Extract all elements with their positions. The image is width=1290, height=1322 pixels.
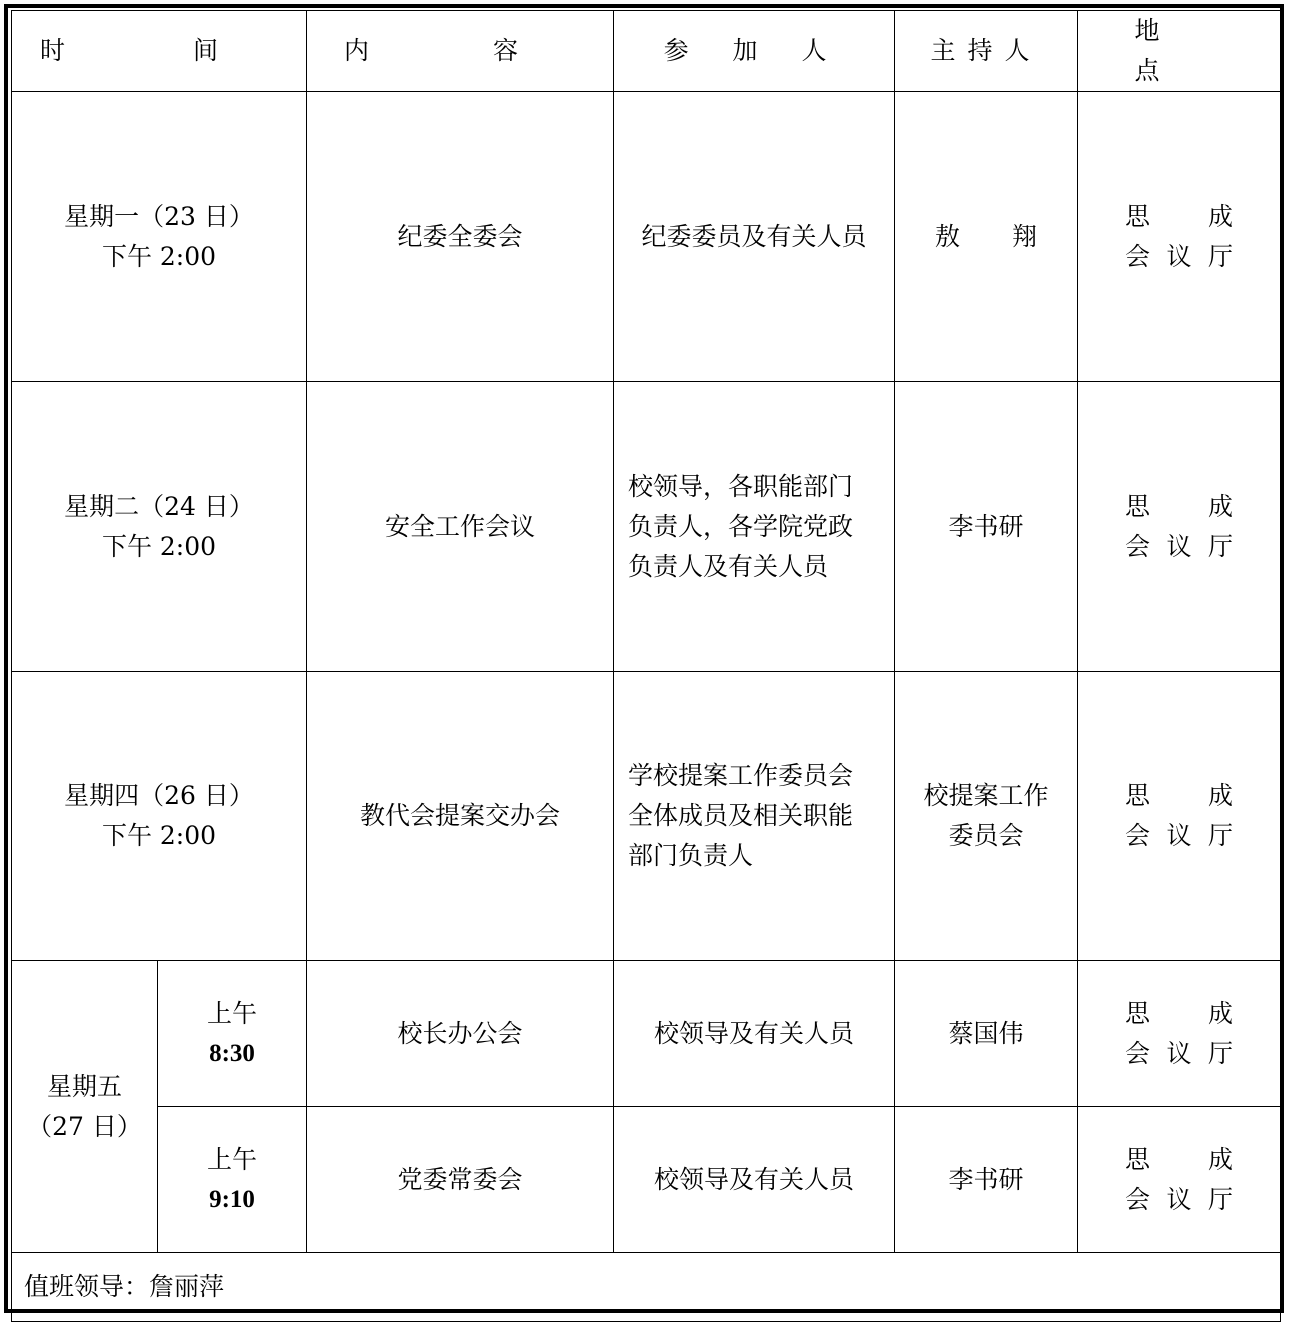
- header-location: 地 点: [1078, 11, 1281, 92]
- time-label: 下午 2:00: [101, 241, 217, 271]
- attendees-line: 负责人，各学院党政: [628, 511, 854, 541]
- day-label: 星期五: [46, 1071, 122, 1101]
- schedule-table: [11, 10, 1281, 1322]
- location-line-2: 会 议 厅: [1125, 1184, 1234, 1214]
- host-line: 委员会: [948, 821, 1024, 850]
- header-host: 主持人: [895, 11, 1078, 92]
- attendees-cell: [614, 382, 895, 672]
- table-row: [12, 92, 1281, 382]
- table-row: [12, 382, 1281, 672]
- host-line: 校提案工作: [923, 781, 1049, 810]
- location-cell: [1078, 1107, 1281, 1253]
- content-cell: 安全工作会议: [307, 382, 614, 672]
- header-attendees: 参 加 人: [614, 11, 895, 92]
- host-cell: 蔡国伟: [895, 961, 1078, 1107]
- time-label: 9:10: [209, 1185, 255, 1213]
- location-line-1: 思 成: [1125, 491, 1234, 521]
- table-row: [12, 672, 1281, 961]
- location-line-2: 会 议 厅: [1125, 821, 1234, 850]
- content-cell: 教代会提案交办会: [307, 672, 614, 961]
- content-cell: 党委常委会: [307, 1107, 614, 1253]
- location-cell: [1078, 92, 1281, 382]
- content-cell: 纪委全委会: [307, 92, 614, 382]
- attendees-line: 全体成员及相关职能: [628, 801, 854, 830]
- attendees-line: 纪委委员及有关人员: [641, 221, 867, 251]
- time-cell: [12, 382, 307, 672]
- location-cell: [1078, 961, 1281, 1107]
- host-cell: 李书研: [895, 382, 1078, 672]
- table-row: [12, 961, 1281, 1107]
- friday-day-cell: [12, 961, 158, 1253]
- host-cell: 李书研: [895, 1107, 1078, 1253]
- location-line-2: 会 议 厅: [1125, 531, 1234, 561]
- location-cell: [1078, 672, 1281, 961]
- duty-leader: 值班领导：詹丽萍: [12, 1253, 1281, 1322]
- time-label: 下午 2:00: [101, 821, 217, 850]
- attendees-cell: 校领导及有关人员: [614, 961, 895, 1107]
- table-row: [12, 1107, 1281, 1253]
- attendees-line: 部门负责人: [628, 841, 754, 870]
- session-time-cell: [158, 961, 307, 1107]
- header-row: [12, 11, 1281, 92]
- location-line-1: 思 成: [1125, 781, 1234, 810]
- attendees-line: 学校提案工作委员会: [628, 761, 854, 790]
- date-label: （27 日）: [27, 1111, 142, 1141]
- attendees-cell: 校领导及有关人员: [614, 1107, 895, 1253]
- location-line-2: 会 议 厅: [1125, 241, 1234, 271]
- host-cell: 敖 翔: [895, 92, 1078, 382]
- header-time: 时 间: [12, 11, 307, 92]
- attendees-line: 校领导，各职能部门: [628, 471, 854, 501]
- time-label: 下午 2:00: [101, 531, 217, 561]
- time-cell: [12, 672, 307, 961]
- day-label: 星期二（24 日）: [64, 491, 254, 521]
- period-label: 上午: [207, 1144, 258, 1174]
- time-label: 8:30: [209, 1039, 255, 1067]
- day-label: 星期一（23 日）: [64, 201, 254, 231]
- content-cell: 校长办公会: [307, 961, 614, 1107]
- period-label: 上午: [207, 998, 258, 1028]
- location-line-1: 思 成: [1125, 998, 1234, 1028]
- attendees-cell: [614, 672, 895, 961]
- header-content: 内 容: [307, 11, 614, 92]
- attendees-cell: [614, 92, 895, 382]
- host-cell: [895, 672, 1078, 961]
- footer-row: [12, 1253, 1281, 1322]
- time-cell: [12, 92, 307, 382]
- session-time-cell: [158, 1107, 307, 1253]
- location-line-1: 思 成: [1125, 1144, 1234, 1174]
- attendees-line: 负责人及有关人员: [628, 551, 829, 581]
- location-line-2: 会 议 厅: [1125, 1038, 1234, 1068]
- location-cell: [1078, 382, 1281, 672]
- day-label: 星期四（26 日）: [64, 781, 254, 810]
- location-line-1: 思 成: [1125, 201, 1234, 231]
